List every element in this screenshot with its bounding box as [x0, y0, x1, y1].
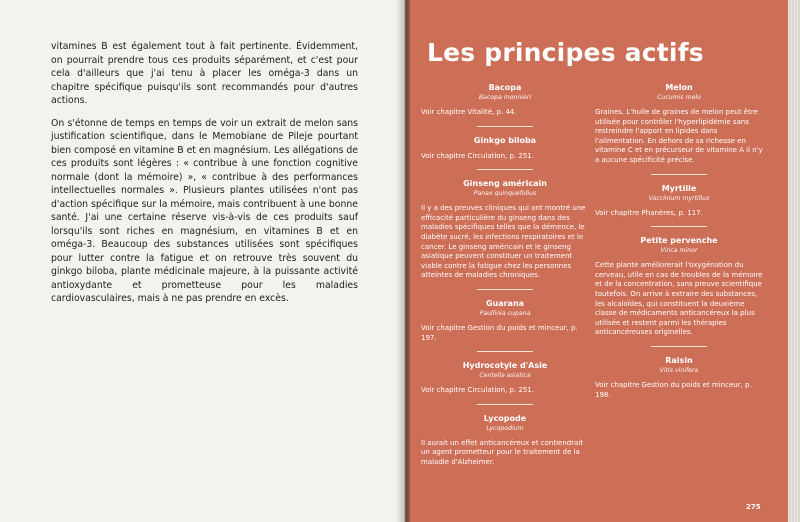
left-paragraph-2: On s'étonne de temps en temps de voir un extrait de melon sans justification scientifique, dans le Memobiane de Pileje pourtant bien composé en vitamine B et en magnésium. Les allégations de ces produits sont légères : « contribue à une fonction cognitive normale (dont la mémoire) », « contribue à des performances intellectuelles normales ». Plusieurs plantes utilisées n'ont pas d'action spécifique sur la mémoire, mais contribuent à une bonne santé. J'ai une certaine réserve vis-à-vis de ces produits sauf lorsqu'ils sont riches en magnésium, en vitamines B et en oméga-3. Beaucoup des substances utilisées sont spécifiques pour lutter contre la fatigue et on retrouve très souvent du ginkgo biloba, plante médicinale majeure, à la puissante activité antioxydante et prometteuse pour les maladies cardiovasculaires, mais à ne pas prendre en excès. — [51, 117, 358, 304]
entry-name: Ginseng américain — [463, 179, 547, 189]
entry-name: Lycopode — [483, 413, 527, 423]
page-edges — [788, 0, 800, 522]
entry-text: Voir chapitre Vitalité, p. 44. — [421, 108, 517, 116]
entry-latin-name: Vitis vinifera — [659, 366, 699, 374]
entry-ginseng — [421, 178, 589, 290]
entries-column-2 — [595, 82, 763, 408]
entry-latin-name: Vaccinium myrtillus — [648, 194, 710, 202]
entry-text: Voir chapitre Circulation, p. 251. — [421, 386, 534, 395]
entry-divider — [651, 346, 707, 347]
entries-column-1 — [421, 82, 589, 476]
entry-latin-name: Panax quinquefolius — [473, 190, 537, 198]
entry-name: Bacopa — [488, 83, 522, 92]
entry-name: Myrtille — [661, 183, 697, 193]
entry-text: Voir chapitre Circulation, p. 251. — [421, 151, 534, 160]
entry-divider — [477, 126, 533, 127]
entry-latin-name: Vinca minor — [660, 247, 698, 255]
entry-text: Voir chapitre Gestion du poids et minceur, p. 197. — [421, 323, 578, 342]
entry-lycopode — [421, 413, 589, 468]
entry-divider — [477, 404, 533, 405]
entry-latin-name: Centella asiatica — [479, 372, 531, 380]
entry-latin-name: Cucumis melo — [657, 94, 701, 101]
left-paragraph-1: vitamines B est également tout à fait pertinente. Évidemment, on pourrait prendre tous ces produits séparément, et c'est pour cela d'ailleurs que j'ai tenu à placer les oméga-3 dans un chapitre spécifique puisqu'ils sont recommandés pour d'autres actions. — [51, 41, 358, 106]
entry-melon — [595, 82, 763, 175]
entry-name: Petite pervenche — [640, 236, 718, 246]
entry-petite-pervenche — [595, 235, 763, 347]
entry-name: Melon — [665, 83, 693, 92]
entry-latin-name: Lycopodium — [486, 424, 524, 432]
entry-bacopa — [421, 82, 589, 127]
entry-name: Hydrocotyle d'Asie — [462, 361, 548, 371]
entry-text: Voir chapitre Phanères, p. 117. — [595, 208, 703, 217]
entry-text: Il y a des preuves cliniques qui ont montré une efficacité particulière du ginseng dans des maladies spécifiques telles que la démence, le diabète sucré, les infections respiratoires et le cancer. Le ginseng américain et le ginseng asiatique peuvent constituer un traitement viable contre la fatigue chez les personnes atteintes de maladies chroniques. — [421, 204, 586, 280]
entry-hydrocotyle — [421, 360, 589, 405]
entry-name: Ginkgo biloba — [473, 135, 537, 145]
entry-divider — [477, 289, 533, 290]
entry-raisin — [595, 355, 763, 400]
entry-divider — [477, 169, 533, 170]
section-title: Les principes actifs — [427, 38, 704, 67]
entry-divider — [651, 226, 707, 227]
entry-divider — [651, 174, 707, 175]
entry-text: Cette plante améliorerait l'oxygénation du cerveau, utile en cas de troubles de la mémoire et de la concentration, sans preuve scientifique toutefois. On arrive à extraire des substances, les alcaloïdes, qui constituent la deuxième classe de médicaments anticancéreux la plus utilisée et restent parmi les thérapies anticancéreuses originelles. — [595, 261, 763, 337]
left-body-text — [51, 40, 358, 315]
entry-latin-name: Bacopa monnieri — [478, 94, 532, 101]
entry-guarana — [421, 298, 589, 352]
entry-divider — [477, 351, 533, 352]
entry-ginkgo — [421, 135, 589, 171]
entry-myrtille — [595, 183, 763, 228]
entry-text: Il aurait un effet anticancéreux et contiendrait un agent prometteur pour le traitement de la maladie d'Alzheimer. — [421, 438, 584, 466]
entry-name: Raisin — [665, 355, 693, 365]
entry-text: Voir chapitre Gestion du poids et minceur, p. 198. — [595, 380, 752, 399]
page-number: 275 — [746, 503, 761, 511]
entry-text: Graines. L'huile de graines de melon peut être utilisée pour contrôler l'hyperlipidémie sans restreindre l'apport en lipides dans l'alimentation. En dehors de sa richesse en vitamine C et en précurseur de vitamine A il n'y a aucune spécificité précise. — [595, 108, 763, 164]
entry-name: Guarana — [485, 298, 525, 308]
entry-latin-name: Paullinia cupana — [479, 309, 531, 317]
